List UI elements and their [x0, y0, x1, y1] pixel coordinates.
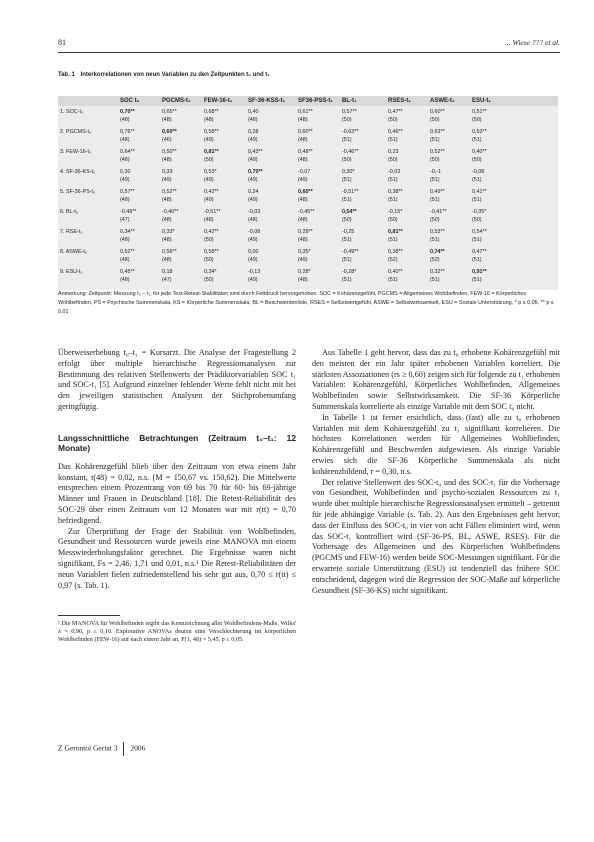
- table-cell-n: (50): [342, 217, 352, 223]
- table-cell-n: (48): [162, 117, 172, 123]
- column-header: PGCMS-t₁: [162, 97, 191, 104]
- row-label: 4. SF-36-KS-t₀: [60, 169, 96, 175]
- table-cell-value: 0,91**: [472, 269, 487, 275]
- correlation-table: [58, 96, 558, 290]
- table-cell-n: (48): [162, 197, 172, 203]
- table-cell-n: (49): [162, 177, 172, 183]
- table-cell-value: 0,57**: [120, 189, 135, 195]
- table-cell-value: -0,63**: [342, 129, 359, 135]
- table-cell-n: (51): [342, 257, 352, 263]
- table-cell-value: 0,52**: [120, 249, 135, 255]
- table-cell-n: (48): [120, 157, 130, 163]
- table-cell-n: (49): [248, 177, 258, 183]
- table-cell-n: (50): [204, 277, 214, 283]
- column-header: FEW-16-t₁: [204, 97, 233, 104]
- table-cell-value: -0,08: [248, 229, 261, 235]
- table-cell-n: (48): [298, 277, 308, 283]
- table-cell-value: 0,40: [248, 109, 259, 115]
- table-row: [58, 109, 558, 128]
- table-cell-value: 0,53*: [204, 169, 217, 175]
- table-row: [58, 229, 558, 248]
- table-cell-value: 0,40**: [472, 149, 487, 155]
- table-cell-n: (50): [472, 117, 482, 123]
- table-cell-value: -0,25: [342, 229, 355, 235]
- page-footer: [58, 742, 145, 756]
- table-cell-value: 0,42**: [204, 189, 219, 195]
- table-cell-value: 0,45**: [120, 269, 135, 275]
- table-cell-n: (49): [248, 197, 258, 203]
- table-cell-value: 0,34**: [120, 229, 135, 235]
- table-cell-n: (51): [472, 257, 482, 263]
- table-cell-value: 0,47**: [472, 249, 487, 255]
- table-cell-value: 0,52**: [430, 149, 445, 155]
- table-cell-n: (51): [472, 177, 482, 183]
- table-cell-value: 0,54**: [342, 209, 357, 215]
- table-cell-value: 0,47**: [388, 109, 403, 115]
- row-label: 9. ESU-t₀: [60, 269, 83, 275]
- table-cell-value: 0,23: [388, 149, 399, 155]
- table-cell-value: 0,60**: [298, 129, 313, 135]
- table-cell-n: (50): [472, 157, 482, 163]
- table-cell-value: -0,35*: [472, 209, 487, 215]
- table-cell-n: (51): [388, 197, 398, 203]
- table-cell-value: -0,48**: [120, 209, 137, 215]
- table-row: [58, 249, 558, 268]
- table-cell-n: (48): [120, 257, 130, 263]
- table-cell-n: (51): [472, 237, 482, 243]
- table-cell-value: 0,46**: [388, 129, 403, 135]
- table-cell-n: (49): [248, 257, 258, 263]
- left-column: [58, 348, 296, 644]
- table-cell-value: -0,-1: [430, 169, 442, 175]
- table-cell-value: 0,28: [248, 129, 259, 135]
- table-cell-n: (49): [298, 257, 308, 263]
- footnote-rule: [58, 615, 120, 616]
- table-cell-value: -0,51**: [204, 209, 221, 215]
- table-row: [58, 129, 558, 148]
- table-cell-n: (48): [162, 157, 172, 163]
- table-cell-value: -0,08: [472, 169, 485, 175]
- table-cell-n: (50): [472, 217, 482, 223]
- table-cell-value: 0,56**: [162, 249, 177, 255]
- table-cell-value: 0,34*: [204, 269, 217, 275]
- table-cell-value: 0,60**: [430, 109, 445, 115]
- journal-year: 2006: [130, 743, 146, 753]
- column-header: SF-36-KSS-t₁: [248, 97, 286, 104]
- table-cell-n: (51): [388, 177, 398, 183]
- table-cell-value: -0,07: [298, 169, 311, 175]
- table-cell-value: 0,43**: [248, 149, 263, 155]
- table-cell-n: (48): [120, 197, 130, 203]
- table-cell-value: 0,64**: [120, 149, 135, 155]
- row-label: 8. ASWE-t₀: [60, 249, 88, 255]
- table-cell-value: 0,53**: [472, 129, 487, 135]
- table-cell-n: (48): [120, 117, 130, 123]
- left-paragraph-2: Das Kohärenzgefühl blieb über den Zeitraum von etwa einem Jahr konstant, t(48) = 0,02, n.s. (M = 150,67 vs. 150,62). Die Mittelwerte entsprechen einem Prozentrang von 69 bis 70 für 60- bis 69-jährige Männer und Frauen in Deutschland [18]. Die Retest-Reliabilität des SOC-29 über einen Zeitraum von 12 Monaten war mit r(tt) = 0,70 befriedigend.: [58, 461, 296, 525]
- table-cell-n: (51): [342, 177, 352, 183]
- table-cell-value: 0,70**: [120, 109, 135, 115]
- table-cell-n: (48): [298, 137, 308, 143]
- table-cell-value: 0,74**: [430, 249, 445, 255]
- table-cell-n: (48): [298, 237, 308, 243]
- table-row: [58, 189, 558, 208]
- row-label: 3. FEW-16-t₀: [60, 149, 92, 155]
- table-cell-value: 0,33*: [162, 229, 175, 235]
- table-cell-n: (47): [120, 217, 130, 223]
- table-header-row: [58, 96, 558, 106]
- table-cell-value: 0,81**: [388, 229, 403, 235]
- table-cell-n: (48): [298, 217, 308, 223]
- table-cell-n: (48): [298, 117, 308, 123]
- table-cell-value: -0,15*: [388, 209, 403, 215]
- footer-divider: [123, 742, 124, 756]
- table-cell-value: -0,45**: [298, 209, 315, 215]
- row-label: 6. BL-t₀: [60, 209, 79, 215]
- table-cell-value: -0,13: [248, 269, 261, 275]
- table-cell-value: 0,63**: [430, 129, 445, 135]
- table-cell-n: (48): [120, 137, 130, 143]
- table-cell-value: 0,00: [248, 249, 259, 255]
- table-cell-value: 0,24: [248, 189, 259, 195]
- table-cell-value: 0,30: [120, 169, 131, 175]
- table-row: [58, 269, 558, 288]
- table-cell-value: 0,28*: [298, 269, 311, 275]
- table-cell-n: (50): [204, 157, 214, 163]
- table-cell-n: (51): [430, 277, 440, 283]
- table-cell-n: (48): [248, 117, 258, 123]
- table-cell-n: (51): [472, 197, 482, 203]
- page-number: 81: [58, 38, 66, 47]
- table-cell-value: 0,58**: [204, 249, 219, 255]
- table-cell-n: (51): [388, 237, 398, 243]
- table-cell-value: -0,49**: [342, 249, 359, 255]
- table-cell-n: (51): [388, 137, 398, 143]
- table-cell-value: 0,81**: [204, 149, 219, 155]
- table-cell-n: (48): [298, 157, 308, 163]
- table-cell-value: 0,52**: [162, 189, 177, 195]
- table-cell-value: -0,51**: [342, 189, 359, 195]
- table-cell-n: (51): [342, 197, 352, 203]
- table-cell-n: (51): [388, 277, 398, 283]
- section-heading: Langsschnittliche Betrachtungen (Zeitraum t₀–t₁: 12 Monate): [58, 432, 296, 454]
- column-header: SOC t₀: [120, 97, 140, 104]
- table-cell-value: 0,18: [162, 269, 173, 275]
- table-cell-n: (49): [248, 237, 258, 243]
- table-cell-n: (49): [248, 277, 258, 283]
- table-cell-n: (50): [342, 157, 352, 163]
- running-title: ... Wiese ??? et al.: [505, 38, 560, 47]
- table-cell-n: (49): [298, 177, 308, 183]
- table-cell-n: (48): [162, 217, 172, 223]
- table-cell-value: 0,60**: [162, 129, 177, 135]
- right-paragraph-1: Aus Tabelle 1 geht hervor, dass das zu t₀ erhobene Kohärenzgefühl mit den meisten der ein Jahr später erhobenen Variablen korreliert. Die stärksten Assoziationen (rs ≥ 0,60) zeigen sich für folgende zu t₁ erhobenen Variablen: Kohärenzgefühl, Körperliches Wohlbefinden, Allgemeines Wohlbefinden sowie Selbstwirksamkeit. Die SF-36 Körperliche Summenskala korrelierte als einzige Variable mit dem SOC t₀ nicht.: [312, 348, 560, 411]
- table-cell-n: (48): [162, 257, 172, 263]
- column-header: ESU-t₁: [472, 97, 491, 104]
- table-cell-value: 0,70**: [248, 169, 263, 175]
- table-cell-n: (51): [430, 237, 440, 243]
- table-cell-n: (50): [388, 157, 398, 163]
- table-cell-value: -0,41**: [430, 209, 447, 215]
- table-cell-n: (51): [472, 137, 482, 143]
- table-cell-value: 0,68**: [204, 109, 219, 115]
- table-cell-n: (50): [388, 217, 398, 223]
- table-row: [58, 209, 558, 228]
- table-cell-value: -0,28*: [342, 269, 357, 275]
- table-cell-value: 0,50**: [162, 149, 177, 155]
- right-paragraph-3: Der relative Stellenwert des SOC-t₀ und des SOC-t₁ für die Vorhersage von Gesundheit, Wohlbefinden und psycho-sozialen Ressourcen zu t₁ wurde über multiple hierarchische Regressionsanalysen ermittelt – getrennt für jede abhängige Variable (s. Tab. 2). Aus den Ergebnissen geht hervor, dass der Einfluss des SOC-t₀ in vier von acht Fällen eliminiert wird, wenn das SOC-t₁ kontrolliert wird (SF-36-PS, BL, ASWE, RSES). Für die Vorhersage des Allgemeinen und des Körperlichen Wohlbefindens (PGCMS und FEW-16) werden beide SOC-Messungen signifikant. Für die erwartete soziale Unterstützung (ESU) ist tendenziell das frühere SOC entscheidend, dagegen wird die Regression der SOC-Maße auf körperliche Gesundheit (SF-36-KS) nicht signifikant.: [312, 477, 560, 595]
- table-cell-value: -0,40**: [162, 209, 179, 215]
- table-cell-n: (48): [298, 197, 308, 203]
- table-cell-n: (50): [204, 257, 214, 263]
- column-header: SF36-PSS-t₁: [298, 97, 333, 104]
- table-cell-n: (50): [204, 237, 214, 243]
- table-cell-n: (50): [430, 117, 440, 123]
- table-cell-value: 0,42**: [204, 229, 219, 235]
- table-cell-n: (46): [162, 137, 172, 143]
- table-cell-value: 0,33: [162, 169, 173, 175]
- left-paragraph-1: Überweiserhebung t₀–t₁ = Kursarzt. Die Analyse der Fragestellung 2 erfolgt über multiple hierarchische Regressionsanalysen zur Bestimmung des relativen Stellenwerts der Prädiktorvariablen SOC t₁ und SOC-t₁ [5]. Aufgrund einzelner fehlender Werte fehlt nicht mit bei den jeweiligen statistischen Analysen der Stichprobenumfang geringfügig.: [58, 348, 296, 411]
- table-cell-value: 0,61**: [298, 109, 313, 115]
- table-body: [58, 106, 558, 290]
- table-cell-n: (50): [388, 117, 398, 123]
- table-cell-n: (48): [120, 237, 130, 243]
- table-cell-n: (49): [120, 177, 130, 183]
- table-cell-value: 0,40**: [388, 269, 403, 275]
- table-cell-value: -0,46**: [342, 149, 359, 155]
- footnote: ¹ Die MANOVA für Wohlbefinden ergibt das Kennzeichnung aller Wohlbefindens-Maße. Wilks' λ = 0,90, p ≤ 0,10. Explorative ANOVAs deuten eine Verschlechterung im körperlichen Wohlbefinden (FEW-16) auf nach einem Jahr an, F(1, 48) = 5,45, p ≤ 0,05.: [58, 620, 296, 644]
- table-cell-n: (49): [204, 177, 214, 183]
- table-cell-n: (51): [430, 177, 440, 183]
- table-cell-n: (49): [204, 197, 214, 203]
- column-header: ASWE-t₁: [430, 97, 455, 104]
- table-cell-n: (48): [204, 217, 214, 223]
- table-cell-n: (50): [430, 217, 440, 223]
- column-header: RSES-t₁: [388, 97, 411, 104]
- table-row: [58, 149, 558, 168]
- table-cell-n: (51): [342, 277, 352, 283]
- table-cell-value: 0,30*: [342, 169, 355, 175]
- table-cell-n: (49): [248, 137, 258, 143]
- header-rule: [58, 52, 560, 53]
- table-cell-n: (51): [430, 137, 440, 143]
- table-cell-value: 0,32**: [430, 269, 445, 275]
- table-cell-n: (51): [430, 197, 440, 203]
- column-header: BL-t₁: [342, 97, 357, 104]
- table-cell-value: 0,58**: [204, 129, 219, 135]
- table-cell-value: 0,57**: [342, 109, 357, 115]
- table-cell-value: 0,29**: [298, 229, 313, 235]
- table-caption: [58, 72, 558, 78]
- table-cell-value: 0,48**: [298, 149, 313, 155]
- table-cell-value: -0,03: [248, 209, 261, 215]
- table-cell-n: (49): [204, 137, 214, 143]
- table-cell-n: (51): [342, 137, 352, 143]
- table-cell-value: 0,53**: [430, 229, 445, 235]
- table-label: Tab. 1: [58, 72, 75, 78]
- right-paragraph-2: In Tabelle 1 ist ferner ersichtlich, dass (fast) alle zu t₀ erhobenen Variablen mit dem Kohärenzgefühl zu t₁ signifikant korrelieren. Die höchsten Korrelationen werden für Allgemeines Wohlbefinden, Kohärenzgefühl und Beschwerden aufgewiesen. Als einzige Variable erwies sich die SF-36 Körperliche Summenskala als nicht kohärenzbildend, r = 0,30, n.s.: [312, 412, 560, 476]
- row-label: 7. RSE-t₀: [60, 229, 83, 235]
- table-cell-value: 0,49**: [430, 189, 445, 195]
- table-caption-text: Interkorrelationen von neun Variablen zu den Zeitpunkten t₀ und t₁: [80, 72, 270, 78]
- table-cell-n: (50): [342, 117, 352, 123]
- table-cell-n: (52): [430, 257, 440, 263]
- table-cell-n: (51): [472, 277, 482, 283]
- table-cell-value: 0,76**: [120, 129, 135, 135]
- table-cell-n: (49): [248, 157, 258, 163]
- table-cell-n: (48): [204, 117, 214, 123]
- table-cell-value: 0,38**: [388, 189, 403, 195]
- table-cell-value: 0,41**: [472, 189, 487, 195]
- left-paragraph-3: Zur Überprüfung der Frage der Stabilität von Wohlbefinden, Gesundheit und Ressourcen wurde jeweils eine MANOVA mit einem Messwiederholungsfaktor gerechnet. Die Ergebnisse waren nicht signifikant, Fs = 2,46, 1,71 und 0,01, n.s.¹ Die Retest-Reliabilitäten der neun Variablen fielen zufriedenstellend bis sehr gut aus, 0,70 ≤ r(tt) ≤ 0,97 (s. Tab. 1).: [58, 526, 296, 590]
- table-note: Anmerkung: Zeitpunkt: Messung t₀ – t₁; für jede Test-Retest-Stabilitäten sind durch Fettdruck hervorgehoben. SOC = Kohärenzgefühl, PGCMS = Allgemeines Wohlbefinden, FEW-16 = Körperliches Wohlbefinden, PS = Psychische Summenskala, KS = Körperliche Summenskala, BL = Beschwerdenliste, RSES = Selbstwertgefühl, ASWE = Selbstwirksamkeit, ESU = Soziale Unterstützung, * p ≤ 0,05, ** p ≤ 0,01: [58, 291, 554, 315]
- table-cell-n: (48): [248, 217, 258, 223]
- table-cell-n: (50): [430, 157, 440, 163]
- row-label: 2. PGCMS-t₀: [60, 129, 92, 135]
- table-cell-value: 0,65**: [162, 109, 177, 115]
- table-row: [58, 169, 558, 188]
- table-cell-value: 0,54**: [472, 229, 487, 235]
- table-cell-n: (48): [120, 277, 130, 283]
- table-cell-n: (47): [162, 277, 172, 283]
- row-label: 1. SOC-t₀: [60, 109, 84, 115]
- table-cell-value: 0,60**: [298, 189, 313, 195]
- table-cell-value: 0,38**: [388, 249, 403, 255]
- table-cell-value: -0,03: [388, 169, 401, 175]
- table-cell-n: (52): [388, 257, 398, 263]
- table-cell-value: 0,51**: [472, 109, 487, 115]
- table-cell-n: (48): [162, 237, 172, 243]
- row-label: 5. SF-36-PS-t₀: [60, 189, 96, 195]
- right-column: [312, 348, 560, 596]
- table-cell-n: (51): [342, 237, 352, 243]
- journal-name: Z Gerontol Geriat 3: [58, 743, 118, 753]
- table-cell-value: 0,35*: [298, 249, 311, 255]
